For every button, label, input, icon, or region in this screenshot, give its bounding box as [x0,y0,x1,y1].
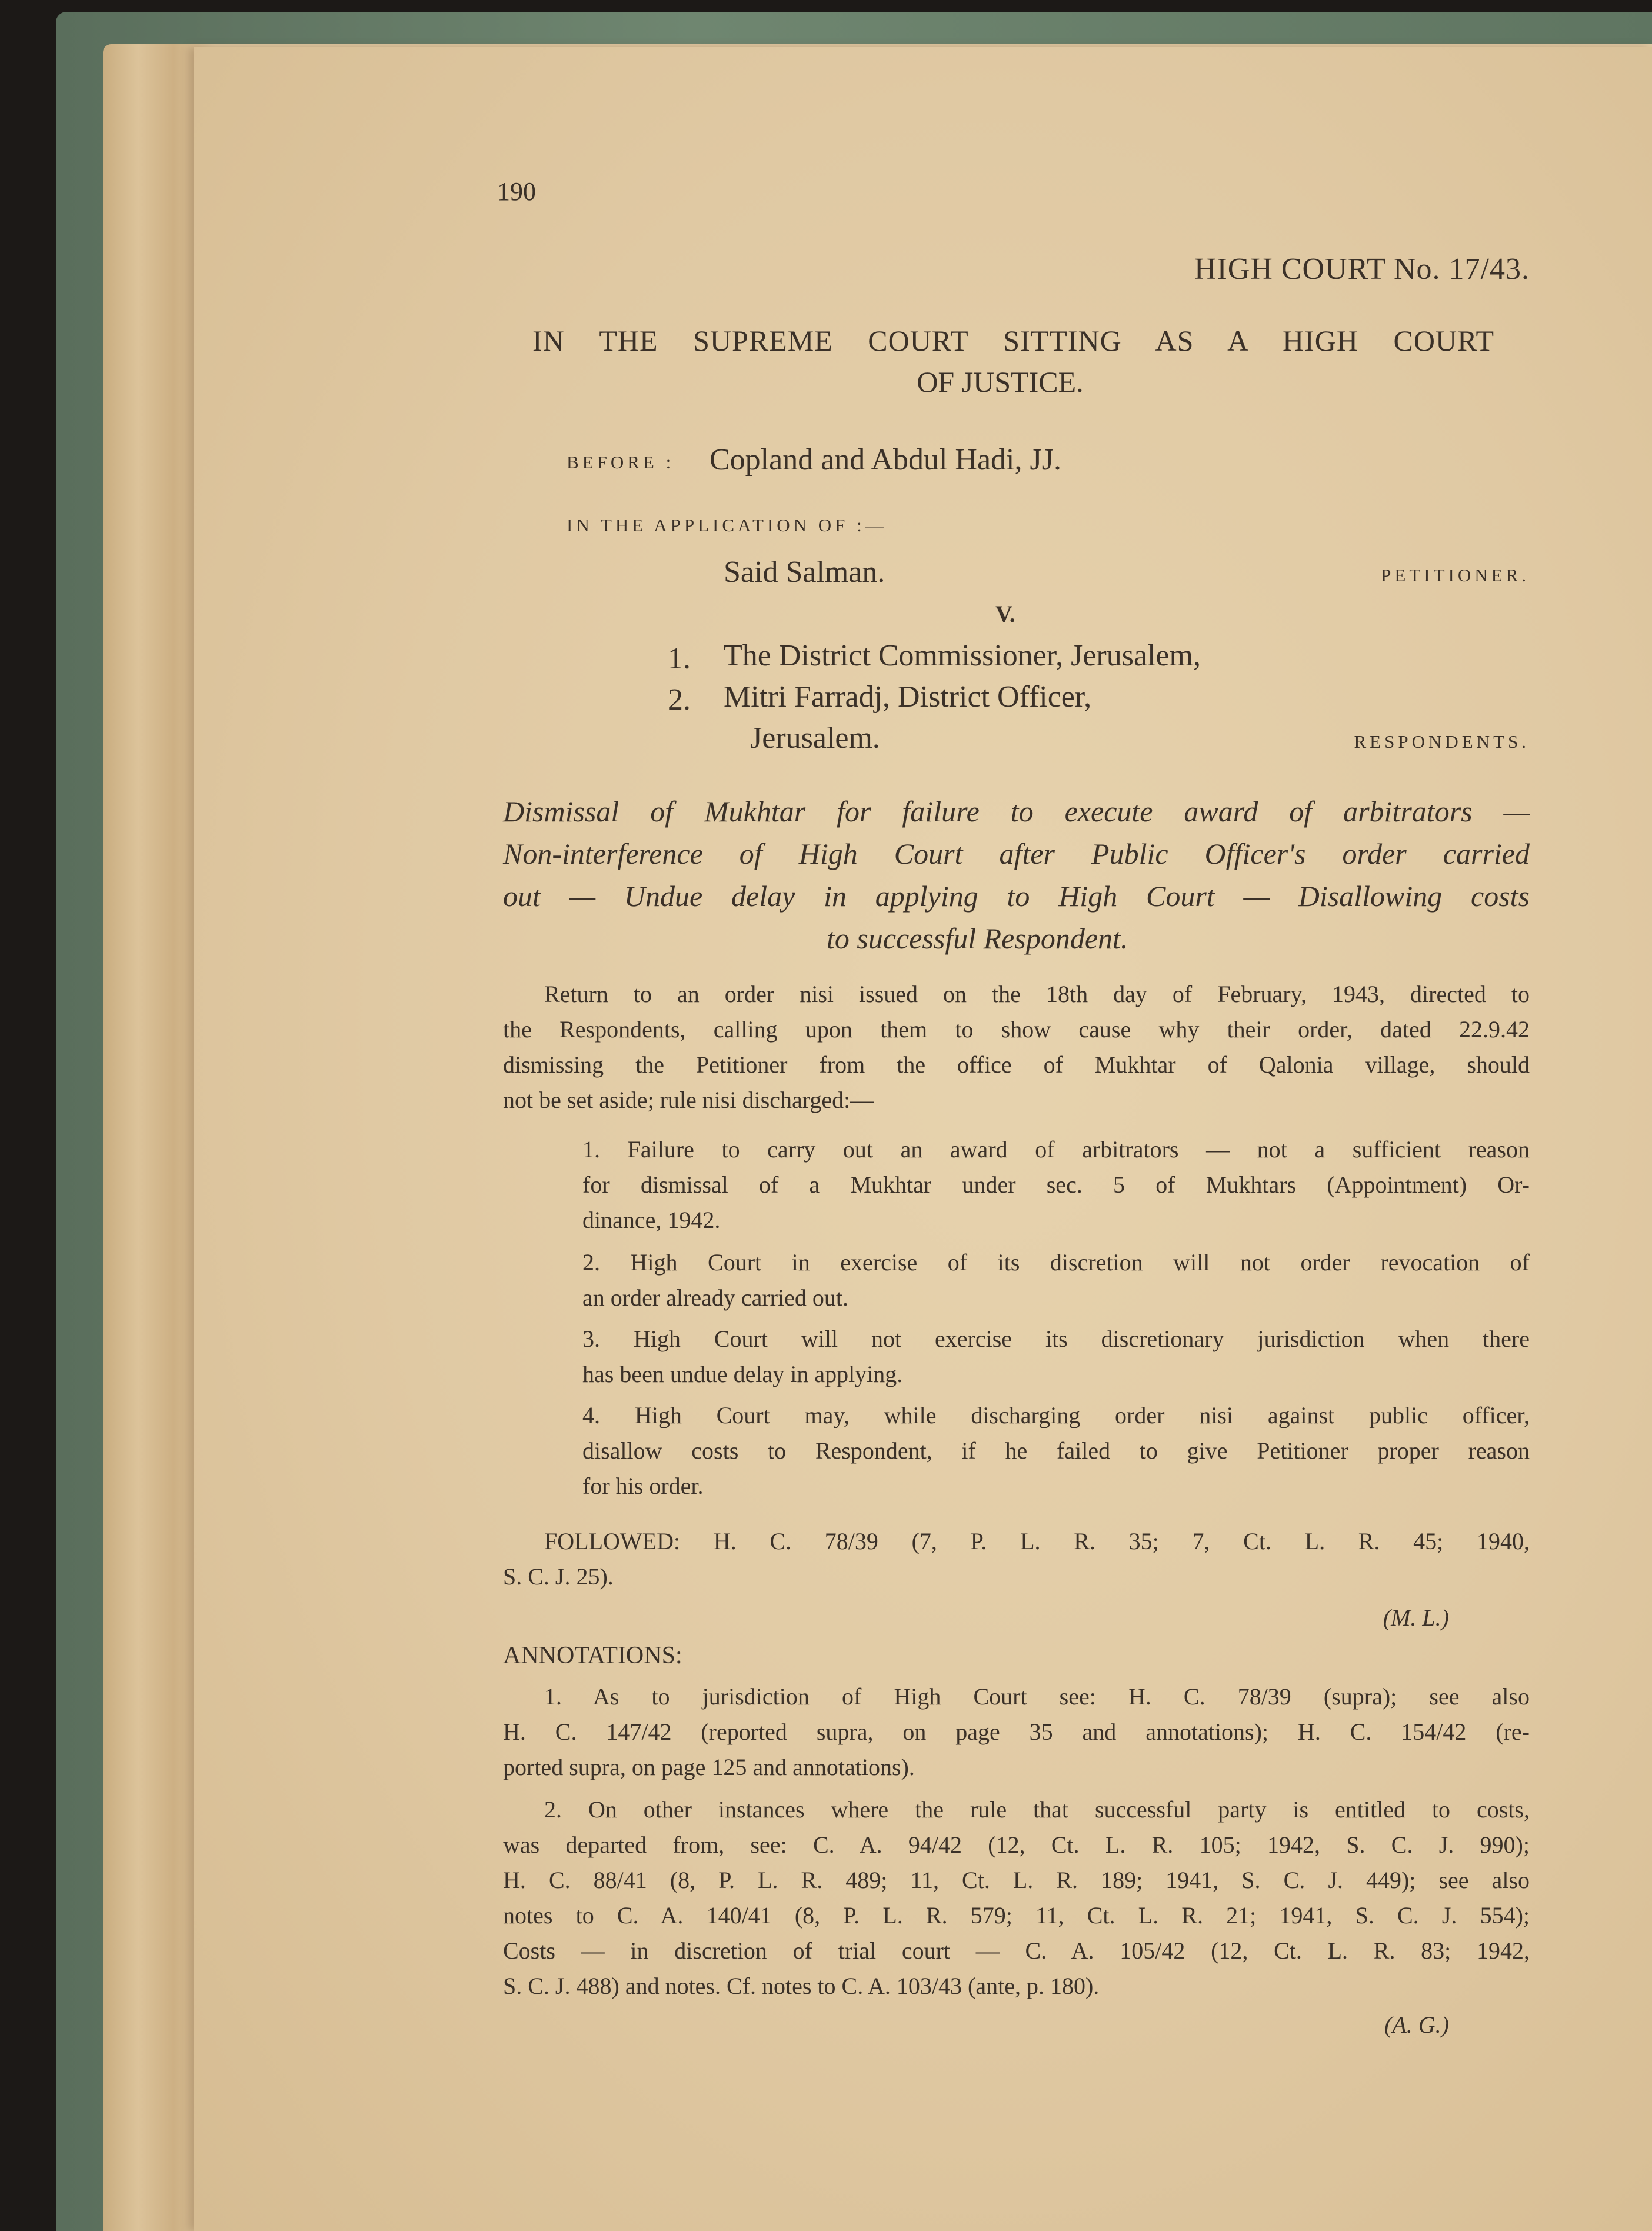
annotations-heading: ANNOTATIONS: [503,1642,682,1669]
annotation-line: notes to C. A. 140/41 (8, P. L. R. 579; 11, Ct. L. R. 21; 1941, S. C. J. 554); [503,1902,1530,1929]
followed-initials: (M. L.) [1383,1604,1449,1631]
application-label: IN THE APPLICATION OF :— [567,515,887,535]
followed-line: FOLLOWED: H. C. 78/39 (7, P. L. R. 35; 7, Ct. L. R. 45; 1940, [544,1528,1530,1554]
court-title-line1: IN THE SUPREME COURT SITTING AS A HIGH COURT [532,324,1494,357]
holding-line: 4. High Court may, while discharging order nisi against public officer, [582,1402,1530,1428]
annotation-line: 1. As to jurisdiction of High Court see: H. C. 78/39 (supra); see also [544,1683,1530,1710]
holding-line: 2. High Court in exercise of its discretion will not order revocation of [582,1249,1530,1276]
holding-line: has been undue delay in applying. [582,1361,903,1387]
annotation-line: ported supra, on page 125 and annotations). [503,1754,915,1780]
annotation-line: was departed from, see: C. A. 94/42 (12, Ct. L. R. 105; 1942, S. C. J. 990); [503,1832,1530,1858]
intro-line: not be set aside; rule nisi discharged:— [503,1087,874,1113]
annotation-line: Costs — in discretion of trial court — C. A. 105/42 (12, Ct. L. R. 83; 1942, [503,1937,1530,1964]
annotation-line: S. C. J. 488) and notes. Cf. notes to C. A. 103/43 (ante, p. 180). [503,1973,1100,1999]
headnote-line: out — Undue delay in applying to High Court — Disallowing costs [503,880,1530,913]
holding-line: 3. High Court will not exercise its discretionary jurisdiction when there [582,1326,1530,1352]
respondent-2-continuation: Jerusalem. [750,721,880,755]
intro-line: Return to an order nisi issued on the 18th day of February, 1943, directed to [544,981,1530,1007]
respondent-1: The District Commissioner, Jerusalem, [724,639,1201,672]
headnote-line: Non-interference of High Court after Public Officer's order carried [503,837,1530,870]
respondent-2: Mitri Farradj, District Officer, [724,680,1092,714]
judges: Copland and Abdul Hadi, JJ. [710,443,1061,477]
respondents-role: RESPONDENTS. [1354,731,1530,752]
annotation-line: 2. On other instances where the rule that successful party is entitled to costs, [544,1796,1530,1823]
respondent-number: 1. [668,642,691,675]
before-label: BEFORE : [567,452,675,472]
petitioner-name: Said Salman. [724,555,885,589]
intro-line: dismissing the Petitioner from the office of Mukhtar of Qalonia village, should [503,1051,1530,1078]
page-number: 190 [497,177,536,206]
holding-line: for his order. [582,1473,704,1499]
holding-line: an order already carried out. [582,1284,848,1311]
respondent-number: 2. [668,683,691,717]
case-number: HIGH COURT No. 17/43. [1194,252,1530,286]
annotation-line: H. C. 88/41 (8, P. L. R. 489; 11, Ct. L. R. 189; 1941, S. C. J. 449); see also [503,1867,1530,1893]
court-title-line2: OF JUSTICE. [917,365,1084,398]
headnote-line: to successful Respondent. [827,922,1128,955]
followed-line: S. C. J. 25). [503,1563,614,1590]
holding-line: disallow costs to Respondent, if he failed to give Petitioner proper reason [582,1437,1530,1464]
annotations-initials: (A. G.) [1384,2012,1449,2038]
holding-line: 1. Failure to carry out an award of arbitrators — not a sufficient reason [582,1136,1530,1163]
petitioner-role: PETITIONER. [1381,565,1530,585]
versus: V. [995,601,1015,627]
holding-line: for dismissal of a Mukhtar under sec. 5 of Mukhtars (Appointment) Or- [582,1171,1530,1198]
holding-line: dinance, 1942. [582,1207,721,1233]
headnote-line: Dismissal of Mukhtar for failure to execute award of arbitrators — [503,795,1530,828]
annotation-line: H. C. 147/42 (reported supra, on page 35 and annotations); H. C. 154/42 (re- [503,1719,1530,1745]
intro-line: the Respondents, calling upon them to show cause why their order, dated 22.9.42 [503,1016,1530,1043]
